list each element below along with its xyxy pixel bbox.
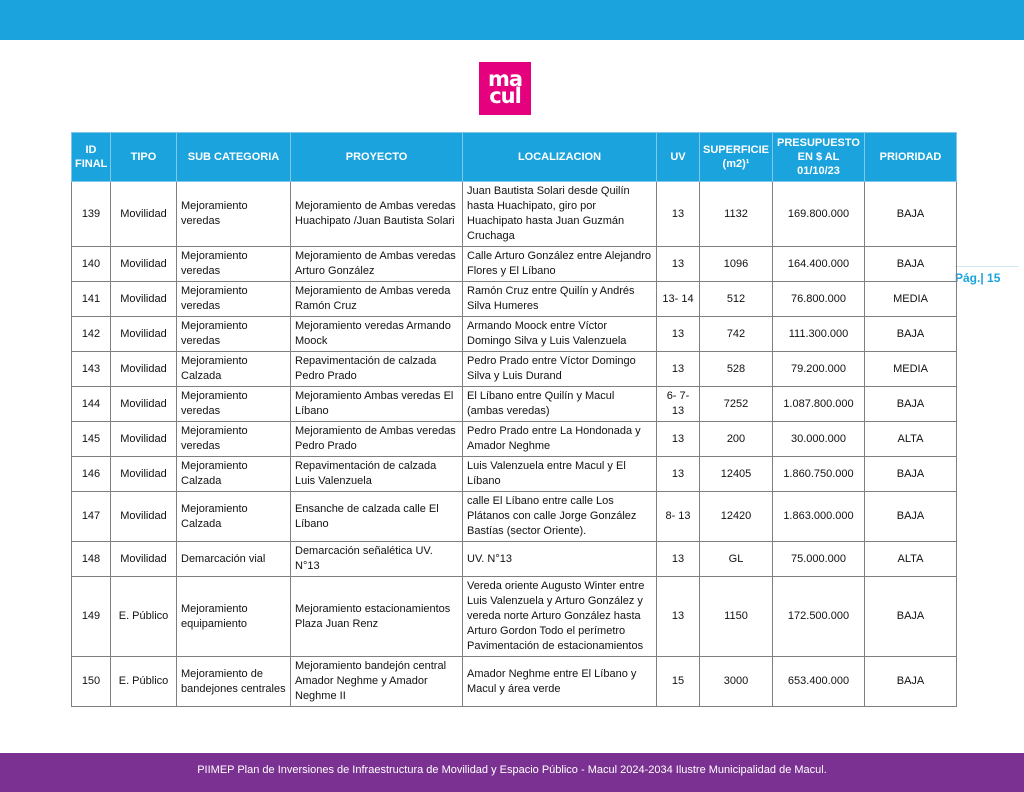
row-presupuesto: 1.087.800.000: [773, 387, 865, 422]
table-row: [72, 352, 957, 387]
row-tipo: Movilidad: [111, 387, 177, 422]
row-uv: 6- 7- 13: [657, 387, 700, 422]
row-localizacion: Armando Moock entre Víctor Domingo Silva y Luis Valenzuela: [463, 317, 657, 352]
table-row: [72, 457, 957, 492]
row-prioridad: BAJA: [865, 492, 957, 542]
row-proyecto: Mejoramiento de Ambas veredas Arturo González: [291, 247, 463, 282]
header-presupuesto: PRESUPUESTO EN $ AL 01/10/23: [773, 133, 865, 182]
row-prioridad: MEDIA: [865, 282, 957, 317]
row-uv: 13: [657, 182, 700, 247]
row-prioridad: BAJA: [865, 247, 957, 282]
row-uv: 13: [657, 457, 700, 492]
row-localizacion: calle El Líbano entre calle Los Plátanos con calle Jorge González Bastías (sector Oriente).: [463, 492, 657, 542]
row-subcategoria: Mejoramiento de bandejones centrales: [177, 657, 291, 707]
row-subcategoria: Mejoramiento veredas: [177, 182, 291, 247]
row-uv: 13- 14: [657, 282, 700, 317]
row-superficie: GL: [700, 542, 773, 577]
row-tipo: Movilidad: [111, 457, 177, 492]
table-row: [72, 422, 957, 457]
row-prioridad: ALTA: [865, 542, 957, 577]
header-localizacion: LOCALIZACION: [463, 133, 657, 182]
table-row: [72, 387, 957, 422]
table-row: [72, 492, 957, 542]
row-presupuesto: 111.300.000: [773, 317, 865, 352]
logo-line-2: cul: [489, 84, 521, 108]
row-tipo: Movilidad: [111, 182, 177, 247]
row-superficie: 12405: [700, 457, 773, 492]
row-presupuesto: 169.800.000: [773, 182, 865, 247]
row-tipo: Movilidad: [111, 282, 177, 317]
row-tipo: Movilidad: [111, 247, 177, 282]
row-id: 144: [72, 387, 111, 422]
row-proyecto: Mejoramiento estacionamientos Plaza Juan Renz: [291, 577, 463, 657]
row-uv: 13: [657, 317, 700, 352]
row-proyecto: Repavimentación de calzada Pedro Prado: [291, 352, 463, 387]
row-uv: 13: [657, 247, 700, 282]
row-proyecto: Mejoramiento de Ambas veredas Huachipato /Juan Bautista Solari: [291, 182, 463, 247]
row-subcategoria: Mejoramiento equipamiento: [177, 577, 291, 657]
row-prioridad: BAJA: [865, 457, 957, 492]
row-proyecto: Repavimentación de calzada Luis Valenzuela: [291, 457, 463, 492]
row-uv: 13: [657, 422, 700, 457]
row-id: 139: [72, 182, 111, 247]
row-presupuesto: 75.000.000: [773, 542, 865, 577]
row-tipo: Movilidad: [111, 542, 177, 577]
row-id: 148: [72, 542, 111, 577]
row-id: 143: [72, 352, 111, 387]
table-row: [72, 317, 957, 352]
row-localizacion: Calle Arturo González entre Alejandro Flores y El Líbano: [463, 247, 657, 282]
row-localizacion: Luis Valenzuela entre Macul y El Líbano: [463, 457, 657, 492]
row-uv: 13: [657, 542, 700, 577]
row-presupuesto: 653.400.000: [773, 657, 865, 707]
header-tipo: TIPO: [111, 133, 177, 182]
row-id: 140: [72, 247, 111, 282]
row-uv: 15: [657, 657, 700, 707]
header-prioridad: PRIORIDAD: [865, 133, 957, 182]
header-proyecto: PROYECTO: [291, 133, 463, 182]
row-localizacion: Pedro Prado entre La Hondonada y Amador Neghme: [463, 422, 657, 457]
row-tipo: Movilidad: [111, 422, 177, 457]
row-presupuesto: 30.000.000: [773, 422, 865, 457]
row-superficie: 742: [700, 317, 773, 352]
row-presupuesto: 76.800.000: [773, 282, 865, 317]
row-presupuesto: 1.863.000.000: [773, 492, 865, 542]
row-presupuesto: 164.400.000: [773, 247, 865, 282]
row-superficie: 7252: [700, 387, 773, 422]
row-localizacion: Ramón Cruz entre Quilín y Andrés Silva Humeres: [463, 282, 657, 317]
row-localizacion: UV. N°13: [463, 542, 657, 577]
row-prioridad: BAJA: [865, 182, 957, 247]
top-header-band: [0, 0, 1024, 40]
row-tipo: Movilidad: [111, 352, 177, 387]
macul-logo: [479, 62, 531, 115]
row-proyecto: Demarcación señalética UV. N°13: [291, 542, 463, 577]
row-subcategoria: Mejoramiento veredas: [177, 387, 291, 422]
row-subcategoria: Demarcación vial: [177, 542, 291, 577]
row-id: 141: [72, 282, 111, 317]
row-id: 146: [72, 457, 111, 492]
row-proyecto: Mejoramiento de Ambas veredas Pedro Prado: [291, 422, 463, 457]
row-localizacion: Pedro Prado entre Víctor Domingo Silva y Luis Durand: [463, 352, 657, 387]
row-subcategoria: Mejoramiento veredas: [177, 422, 291, 457]
row-uv: 8- 13: [657, 492, 700, 542]
table-row: [72, 247, 957, 282]
header-superficie: SUPERFICIE (m2)¹: [700, 133, 773, 182]
row-id: 145: [72, 422, 111, 457]
row-proyecto: Ensanche de calzada calle El Líbano: [291, 492, 463, 542]
header-subcategoria: SUB CATEGORIA: [177, 133, 291, 182]
row-subcategoria: Mejoramiento veredas: [177, 317, 291, 352]
row-localizacion: El Líbano entre Quilín y Macul (ambas veredas): [463, 387, 657, 422]
row-uv: 13: [657, 352, 700, 387]
row-subcategoria: Mejoramiento veredas: [177, 282, 291, 317]
table-row: [72, 282, 957, 317]
table-row: [72, 542, 957, 577]
header-id: ID FINAL: [72, 133, 111, 182]
row-proyecto: Mejoramiento de Ambas vereda Ramón Cruz: [291, 282, 463, 317]
row-prioridad: BAJA: [865, 387, 957, 422]
row-id: 142: [72, 317, 111, 352]
row-proyecto: Mejoramiento veredas Armando Moock: [291, 317, 463, 352]
row-prioridad: BAJA: [865, 657, 957, 707]
row-tipo: Movilidad: [111, 492, 177, 542]
row-tipo: Movilidad: [111, 317, 177, 352]
row-prioridad: MEDIA: [865, 352, 957, 387]
row-superficie: 3000: [700, 657, 773, 707]
row-localizacion: Amador Neghme entre El Líbano y Macul y área verde: [463, 657, 657, 707]
row-id: 149: [72, 577, 111, 657]
row-uv: 13: [657, 577, 700, 657]
page-footer: PIIMEP Plan de Inversiones de Infraestructura de Movilidad y Espacio Público - Macul 2024-2034 Ilustre Municipalidad de Macul.: [0, 753, 1024, 792]
row-proyecto: Mejoramiento bandejón central Amador Neghme y Amador Neghme II: [291, 657, 463, 707]
row-superficie: 512: [700, 282, 773, 317]
row-tipo: E. Público: [111, 657, 177, 707]
logo-line-1: ma: [487, 67, 523, 91]
row-superficie: 528: [700, 352, 773, 387]
row-superficie: 200: [700, 422, 773, 457]
header-uv: UV: [657, 133, 700, 182]
row-prioridad: BAJA: [865, 317, 957, 352]
row-subcategoria: Mejoramiento Calzada: [177, 457, 291, 492]
row-proyecto: Mejoramiento Ambas veredas El Líbano: [291, 387, 463, 422]
row-subcategoria: Mejoramiento veredas: [177, 247, 291, 282]
row-subcategoria: Mejoramiento Calzada: [177, 492, 291, 542]
page-number: Pág.| 15: [955, 266, 1019, 285]
table-header-row: [72, 133, 957, 182]
row-tipo: E. Público: [111, 577, 177, 657]
row-superficie: 1132: [700, 182, 773, 247]
row-localizacion: Juan Bautista Solari desde Quilín hasta Huachipato, giro por Huachipato hasta Juan Guzmán Cruchaga: [463, 182, 657, 247]
table-row: [72, 182, 957, 247]
row-presupuesto: 1.860.750.000: [773, 457, 865, 492]
projects-table: [71, 132, 957, 707]
row-superficie: 12420: [700, 492, 773, 542]
row-prioridad: BAJA: [865, 577, 957, 657]
row-subcategoria: Mejoramiento Calzada: [177, 352, 291, 387]
table-row: [72, 657, 957, 707]
row-presupuesto: 79.200.000: [773, 352, 865, 387]
row-prioridad: ALTA: [865, 422, 957, 457]
row-id: 150: [72, 657, 111, 707]
row-localizacion: Vereda oriente Augusto Winter entre Luis Valenzuela y Arturo González y vereda norte Arturo González hasta Arturo Gordon Todo el perímetro Pavimentación de estacionamientos: [463, 577, 657, 657]
row-presupuesto: 172.500.000: [773, 577, 865, 657]
table-row: [72, 577, 957, 657]
row-superficie: 1150: [700, 577, 773, 657]
row-id: 147: [72, 492, 111, 542]
row-superficie: 1096: [700, 247, 773, 282]
